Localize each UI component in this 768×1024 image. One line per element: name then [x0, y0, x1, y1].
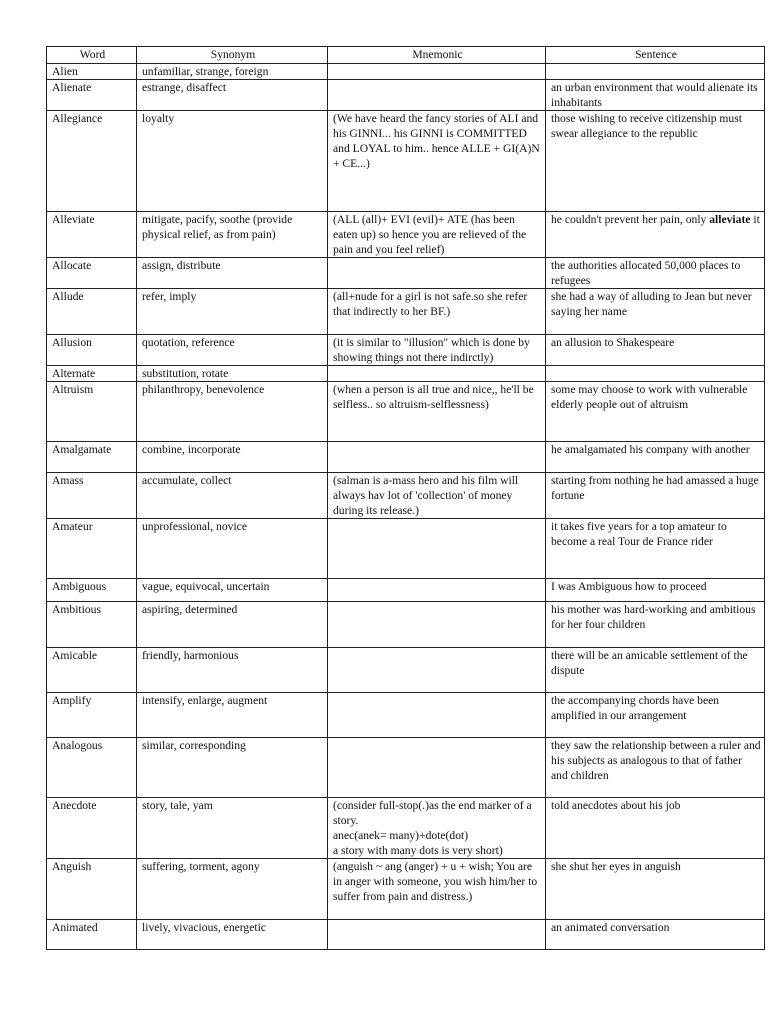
word-cell: Amalgamate [47, 442, 137, 473]
mnemonic-cell [328, 442, 546, 473]
table-row [47, 382, 765, 442]
sentence-cell: an allusion to Shakespeare [546, 335, 765, 366]
mnemonic-cell: (salman is a-mass hero and his film will always hav lot of 'collection' of money during its release.) [328, 473, 546, 519]
synonym-cell: story, tale, yam [137, 798, 328, 859]
table-row [47, 289, 765, 335]
table-row [47, 111, 765, 212]
header-sentence: Sentence [546, 47, 765, 64]
word-cell: Amateur [47, 519, 137, 579]
sentence-cell: starting from nothing he had amassed a huge fortune [546, 473, 765, 519]
mnemonic-cell [328, 519, 546, 579]
mnemonic-line: a story with many dots is very short) [333, 844, 503, 857]
word-cell: Alienate [47, 80, 137, 111]
sentence-cell: she shut her eyes in anguish [546, 859, 765, 920]
table-row [47, 798, 765, 859]
header-synonym: Synonym [137, 47, 328, 64]
synonym-cell: estrange, disaffect [137, 80, 328, 111]
word-cell: Amass [47, 473, 137, 519]
word-cell: Alternate [47, 366, 137, 382]
sentence-cell: it takes five years for a top amateur to become a real Tour de France rider [546, 519, 765, 579]
sentence-cell: an urban environment that would alienate its inhabitants [546, 80, 765, 111]
word-cell: Alleviate [47, 212, 137, 258]
word-cell: Allusion [47, 335, 137, 366]
header-mnemonic: Mnemonic [328, 47, 546, 64]
mnemonic-cell: (when a person is all true and nice,, he'll be selfless.. so altruism-selflessness) [328, 382, 546, 442]
mnemonic-cell: (anguish ~ ang (anger) + u + wish; You are in anger with someone, you wish him/her to suffer from pain and distress.) [328, 859, 546, 920]
word-cell: Anguish [47, 859, 137, 920]
mnemonic-cell: (ALL (all)+ EVI (evil)+ ATE (has been eaten up) so hence you are relieved of the pain and you feel relief) [328, 212, 546, 258]
mnemonic-cell: (it is similar to "illusion" which is done by showing things not there indirctly) [328, 335, 546, 366]
mnemonic-cell [328, 798, 546, 859]
word-cell: Anecdote [47, 798, 137, 859]
mnemonic-line: anec(anek= many)+dote(dot) [333, 829, 469, 842]
synonym-cell: suffering, torment, agony [137, 859, 328, 920]
sentence-keyword: alleviate [709, 213, 751, 226]
mnemonic-cell [328, 920, 546, 950]
table-row [47, 442, 765, 473]
word-cell: Allegiance [47, 111, 137, 212]
table-row [47, 335, 765, 366]
synonym-cell: substitution, rotate [137, 366, 328, 382]
sentence-cell: he amalgamated his company with another [546, 442, 765, 473]
word-cell: Analogous [47, 738, 137, 798]
table-row [47, 519, 765, 579]
synonym-cell: combine, incorporate [137, 442, 328, 473]
sentence-fragment: he couldn't prevent her pain, only [551, 213, 710, 226]
word-cell: Allocate [47, 258, 137, 289]
mnemonic-cell [328, 648, 546, 693]
synonym-cell: quotation, reference [137, 335, 328, 366]
synonym-cell: lively, vivacious, energetic [137, 920, 328, 950]
table-row [47, 258, 765, 289]
mnemonic-cell [328, 579, 546, 602]
sentence-cell: there will be an amicable settlement of the dispute [546, 648, 765, 693]
header-row [47, 47, 765, 64]
sentence-cell [546, 64, 765, 80]
sentence-cell: his mother was hard-working and ambitious for her four children [546, 602, 765, 648]
table-row [47, 693, 765, 738]
synonym-cell: mitigate, pacify, soothe (provide physical relief, as from pain) [137, 212, 328, 258]
synonym-cell: refer, imply [137, 289, 328, 335]
table-row [47, 64, 765, 80]
header-word: Word [47, 47, 137, 64]
mnemonic-cell [328, 258, 546, 289]
mnemonic-cell: (all+nude for a girl is not safe.so she refer that indirectly to her BF.) [328, 289, 546, 335]
sentence-cell: those wishing to receive citizenship must swear allegiance to the republic [546, 111, 765, 212]
synonym-cell: intensify, enlarge, augment [137, 693, 328, 738]
synonym-cell: aspiring, determined [137, 602, 328, 648]
mnemonic-cell [328, 602, 546, 648]
table-row [47, 920, 765, 950]
sentence-cell: the accompanying chords have been amplified in our arrangement [546, 693, 765, 738]
sentence-cell: some may choose to work with vulnerable elderly people out of altruism [546, 382, 765, 442]
mnemonic-cell: (We have heard the fancy stories of ALI and his GINNI... his GINNI is COMMITTED and LOYAL to him.. hence ALLE + GI(A)N + CE...) [328, 111, 546, 212]
synonym-cell: assign, distribute [137, 258, 328, 289]
vocabulary-table [46, 46, 765, 950]
mnemonic-line: (consider full-stop(.)as the end marker of a story. [333, 799, 532, 827]
table-row [47, 212, 765, 258]
word-cell: Amicable [47, 648, 137, 693]
synonym-cell: philanthropy, benevolence [137, 382, 328, 442]
mnemonic-cell [328, 738, 546, 798]
table-row [47, 80, 765, 111]
synonym-cell: vague, equivocal, uncertain [137, 579, 328, 602]
sentence-cell [546, 212, 765, 258]
word-cell: Amplify [47, 693, 137, 738]
table-row [47, 366, 765, 382]
word-cell: Allude [47, 289, 137, 335]
word-cell: Animated [47, 920, 137, 950]
table-row [47, 738, 765, 798]
sentence-cell [546, 366, 765, 382]
sentence-fragment: it [750, 213, 760, 226]
word-cell: Altruism [47, 382, 137, 442]
synonym-cell: unfamiliar, strange, foreign [137, 64, 328, 80]
word-cell: Ambiguous [47, 579, 137, 602]
sentence-cell: they saw the relationship between a ruler and his subjects as analogous to that of father and children [546, 738, 765, 798]
word-cell: Alien [47, 64, 137, 80]
mnemonic-cell [328, 366, 546, 382]
sentence-cell: she had a way of alluding to Jean but never saying her name [546, 289, 765, 335]
table-row [47, 579, 765, 602]
table-row [47, 473, 765, 519]
mnemonic-cell [328, 64, 546, 80]
synonym-cell: loyalty [137, 111, 328, 212]
sentence-cell: told anecdotes about his job [546, 798, 765, 859]
sentence-cell: I was Ambiguous how to proceed [546, 579, 765, 602]
sentence-cell: the authorities allocated 50,000 places to refugees [546, 258, 765, 289]
synonym-cell: unprofessional, novice [137, 519, 328, 579]
mnemonic-cell [328, 80, 546, 111]
sentence-cell: an animated conversation [546, 920, 765, 950]
table-row [47, 602, 765, 648]
synonym-cell: similar, corresponding [137, 738, 328, 798]
table-row [47, 859, 765, 920]
table-row [47, 648, 765, 693]
mnemonic-cell [328, 693, 546, 738]
synonym-cell: accumulate, collect [137, 473, 328, 519]
synonym-cell: friendly, harmonious [137, 648, 328, 693]
word-cell: Ambitious [47, 602, 137, 648]
